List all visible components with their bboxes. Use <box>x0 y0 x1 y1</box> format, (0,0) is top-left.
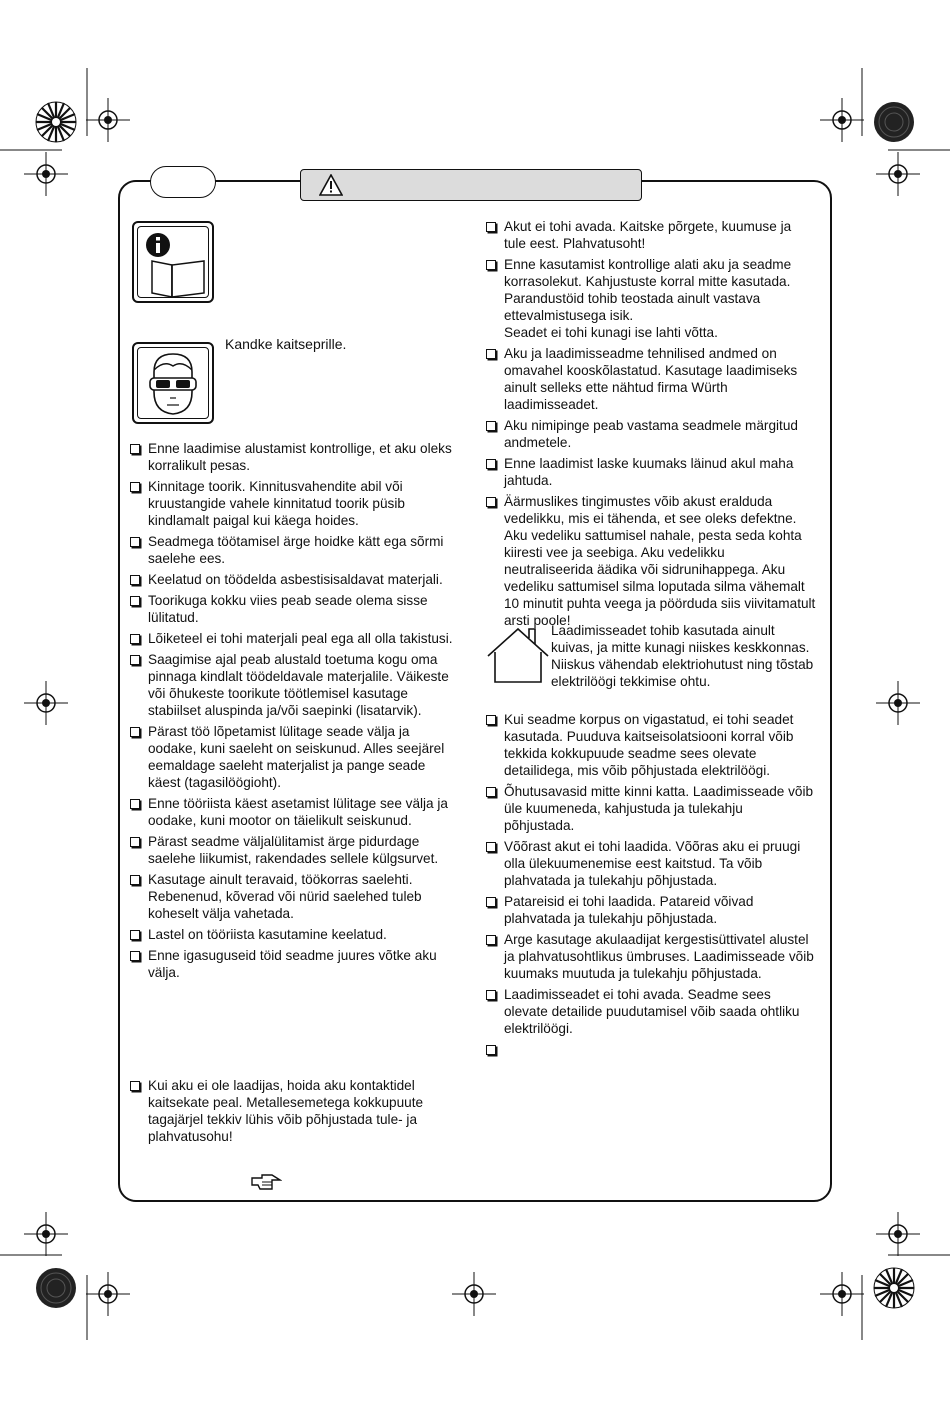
list-item-text: Kinnitage toorik. Kinnitusvahendite abil või kruustangide vahele kinnitatud toorik püsib kindlamalt paigal kui käega hoides. <box>148 479 405 528</box>
dark-circle-mark-icon <box>34 1266 78 1310</box>
list-item-text: Enne igasuguseid töid seadme juures võtke aku välja. <box>148 948 437 980</box>
registration-mark-icon <box>24 1212 68 1256</box>
registration-mark-icon <box>876 1212 920 1256</box>
checkbox-bullet-icon <box>130 482 140 492</box>
checkbox-bullet-icon <box>486 260 496 270</box>
checkbox-bullet-icon <box>486 349 496 359</box>
checkbox-bullet-icon <box>486 1045 496 1055</box>
list-item-text: Kasutage ainult teravaid, töökorras saelehti. Rebenenud, kõverad või nürid saelehed tuleb koheselt välja vahetada. <box>148 872 422 921</box>
starburst-mark-icon <box>34 100 78 144</box>
checkbox-bullet-icon <box>130 655 140 665</box>
checkbox-bullet-icon <box>130 799 140 809</box>
checkbox-bullet-icon <box>130 951 140 961</box>
left-safety-list <box>130 440 460 981</box>
checkbox-bullet-icon <box>130 444 140 454</box>
list-item-text: Võõrast akut ei tohi laadida. Võõras aku ei pruugi olla ülekuumenemise eest kaitstud. Ta võib plahvatada ja tulekahju põhjustada. <box>504 839 801 888</box>
list-item <box>486 345 816 413</box>
warning-header-bar <box>300 169 642 201</box>
list-item-text: Enne laadimist laske kuumaks läinud akul maha jahtuda. <box>504 456 794 488</box>
list-item <box>486 783 816 834</box>
list-item: Kui aku ei ole laadijas, hoida aku kontaktidel kaitsekate peal. Metallesemetega kokkupuute tagajärjel tekkiv lühis võib põhjustada tule- ja plahvatusohu! <box>130 1077 460 1145</box>
right-column-top <box>486 218 816 633</box>
right-column-bottom <box>486 711 816 1041</box>
checkbox-bullet-icon <box>130 537 140 547</box>
registration-mark-icon <box>86 1272 130 1316</box>
list-item-text: Arge kasutage akulaadijat kergestisüttivatel alustel ja plahvatusohtlikus ümbruses. Laadimisseade võib kuumaks muutuda ja tulekahju põhjustada. <box>504 932 814 981</box>
list-item <box>130 651 460 719</box>
left-column <box>130 440 460 985</box>
registration-mark-icon <box>452 1272 496 1316</box>
list-item <box>486 218 816 252</box>
list-item <box>130 723 460 791</box>
list-item-text: Toorikuga kokku viies peab seade olema sisse lülitatud. <box>148 593 428 625</box>
list-item <box>486 455 816 489</box>
list-item <box>130 440 460 474</box>
list-item-text: Aku nimipinge peab vastama seadmele märgitud andmetele. <box>504 418 798 450</box>
list-item <box>130 833 460 867</box>
checkbox-bullet-icon <box>486 897 496 907</box>
house-note: Laadimisseadet tohib kasutada ainult kuivas, ja mitte kunagi niiskes keskkonnas. Niiskus vähendab elektriohutust ning tõstab elektrilöögi tekkimise ohtu. <box>551 623 814 689</box>
registration-mark-icon <box>24 681 68 725</box>
list-item <box>486 931 816 982</box>
list-item <box>486 493 816 629</box>
dark-circle-mark-icon <box>872 100 916 144</box>
registration-mark-icon <box>820 1272 864 1316</box>
page-number-pill <box>150 166 216 198</box>
list-item-text: Enne tööriista käest asetamist lülitage see välja ja oodake, kuni mootor on täielikult seiskunud. <box>148 796 448 828</box>
checkbox-bullet-icon <box>130 596 140 606</box>
list-item <box>486 256 816 341</box>
goggles-caption: Kandke kaitseprille. <box>225 336 347 352</box>
list-item-text: Kui seadme korpus on vigastatud, ei tohi seadet kasutada. Puuduva kaitseisolatsiooni korral võib tekkida kokkupuude seadme sees olevate detailidega, mis võib põhjustada elektrilöögi. <box>504 712 794 778</box>
list-item-text: Keelatud on töödelda asbestisisaldavat materjali. <box>148 572 443 587</box>
list-item <box>130 947 460 981</box>
checkbox-bullet-icon <box>486 222 496 232</box>
list-item <box>486 838 816 889</box>
info-book-icon <box>132 221 214 303</box>
checkbox-bullet-icon <box>486 787 496 797</box>
list-item <box>130 871 460 922</box>
checkbox-bullet-icon <box>486 421 496 431</box>
list-item <box>130 592 460 626</box>
list-item-text: Laadimisseadet ei tohi avada. Seadme sees olevate detailide puudutamisel võib saada ohtliku elektrilöögi. <box>504 987 800 1036</box>
list-item <box>130 795 460 829</box>
list-item <box>130 630 460 647</box>
list-item-text: Lastel on tööriista kasutamine keelatud. <box>148 927 387 942</box>
list-item-text: Saagimise ajal peab alustald toetuma kogu oma pinnaga kindlalt töödeldavale materjalile. Väikeste või õhukeste toorikute töötlemisel kasutage stabiilset aluspinda ja/või saepinki (lisatarvik). <box>148 652 449 718</box>
list-item <box>130 533 460 567</box>
checkbox-bullet-icon <box>486 842 496 852</box>
list-item <box>130 571 460 588</box>
list-item-text: Pärast seadme väljalülitamist ärge pidurdage saelehe liikumist, rakendades sellele külgsurvet. <box>148 834 439 866</box>
left-last-block <box>130 1077 460 1149</box>
registration-mark-icon <box>86 98 130 142</box>
list-item-text: Pärast töö lõpetamist lülitage seade välja ja oodake, kuni saeleht on seiskunud. Alles seejärel eemaldage saeleht materjalist ja pange seade käest (tagasilöögioht). <box>148 724 445 790</box>
right-safety-list-a <box>486 218 816 629</box>
list-item-text: Enne kasutamist kontrollige alati aku ja seadme korrasolekut. Kahjustuste korral mitte kasutada. Parandustöid tohib teostada ainult vastava ettevalmistusega isik. Seadet ei tohi kunagi ise lahti võtta. <box>504 257 792 340</box>
checkbox-bullet-icon <box>130 575 140 585</box>
list-item-text: Aku ja laadimisseadme tehnilised andmed on omavahel kooskõlastatud. Kasutage laadimiseks ainult selleks ette nähtud firma Würth laadimisseadet. <box>504 346 798 412</box>
registration-mark-icon <box>820 98 864 142</box>
list-item-text: Enne laadimise alustamist kontrollige, et aku oleks korralikult pesas. <box>148 441 452 473</box>
checkbox-bullet-icon <box>130 930 140 940</box>
right-safety-list-b <box>486 711 816 1037</box>
checkbox-bullet-icon <box>486 990 496 1000</box>
checkbox-bullet-icon <box>486 935 496 945</box>
list-item-text: Äärmuslikes tingimustes võib akust eralduda vedelikku, mis ei tähenda, et see oleks defektne. Aku vedeliku sattumisel nahale, pesta seda kohta kiiresti vee ja seebiga. Aku vedelikku neutraliseerida äädika või sidrunihappega. Aku vedeliku sattumisel silma loputada silma vähemalt 10 minutit puhta veega ja pöörduda siis viivitamatult arsti poole! <box>504 494 816 628</box>
checkbox-bullet-icon <box>130 727 140 737</box>
list-item-text: Seadmega töötamisel ärge hoidke kätt ega sõrmi saelehe ees. <box>148 534 444 566</box>
list-item-text: Lõiketeel ei tohi materjali peal ega all olla takistusi. <box>148 631 453 646</box>
starburst-mark-icon <box>872 1266 916 1310</box>
pointing-hand-icon <box>250 1172 282 1192</box>
list-item <box>486 711 816 779</box>
list-item <box>486 893 816 927</box>
list-item <box>486 986 816 1037</box>
list-item <box>130 926 460 943</box>
warning-triangle-icon <box>319 174 343 196</box>
list-item-text: Õhutusavasid mitte kinni katta. Laadimisseade võib üle kuumeneda, kahjustuda ja tulekahju põhjustada. <box>504 784 814 833</box>
checkbox-bullet-icon <box>130 634 140 644</box>
checkbox-bullet-icon <box>486 459 496 469</box>
checkbox-bullet-icon <box>130 875 140 885</box>
checkbox-bullet-icon <box>130 837 140 847</box>
registration-mark-icon <box>876 681 920 725</box>
house-icon <box>485 626 551 686</box>
list-item-text: Patareisid ei tohi laadida. Patareid võivad plahvatada ja tulekahju põhjustada. <box>504 894 754 926</box>
registration-mark-icon <box>24 152 68 196</box>
checkbox-bullet-icon <box>486 497 496 507</box>
list-item <box>130 478 460 529</box>
safety-goggles-icon <box>132 342 214 424</box>
list-item <box>486 417 816 451</box>
checkbox-bullet-icon <box>486 715 496 725</box>
list-item-text: Akut ei tohi avada. Kaitske põrgete, kuumuse ja tule eest. Plahvatusoht! <box>504 219 792 251</box>
registration-mark-icon <box>876 152 920 196</box>
